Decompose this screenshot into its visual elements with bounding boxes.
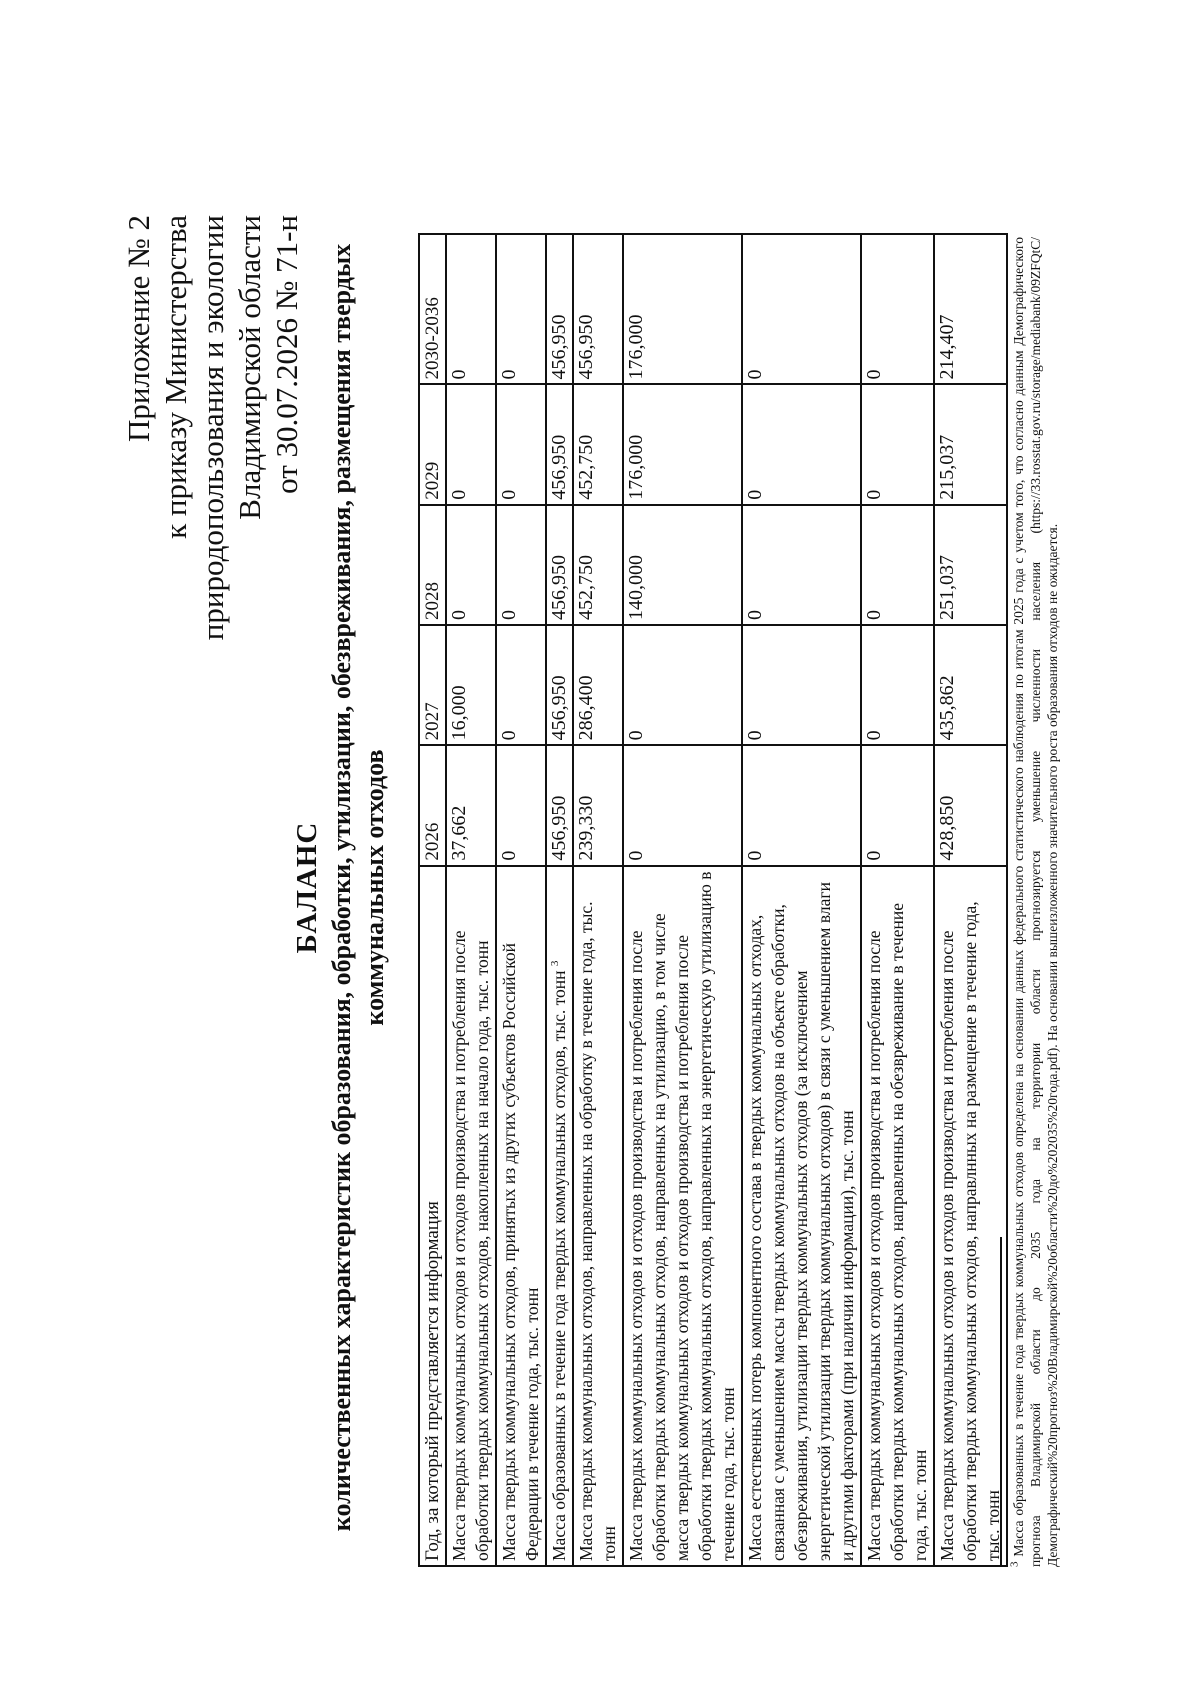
table-row [623, 234, 742, 1566]
document-title: БАЛАНС [291, 821, 323, 954]
header-year-cell: 2027 [419, 625, 446, 745]
row-value: 456,950 [573, 234, 623, 384]
header-year-cell: 2030-2036 [419, 234, 446, 384]
row-value: 0 [742, 234, 861, 384]
row-value: 435,862 [934, 625, 1007, 745]
row-value: 0 [742, 384, 861, 504]
appendix-line-1: Приложение № 2 [121, 215, 156, 442]
header-label-cell: Год, за который представляется информация [419, 866, 446, 1566]
footnote-divider [1000, 1237, 1002, 1567]
footnote [1010, 237, 1061, 1567]
balance-table [418, 233, 1008, 1567]
row-label: Масса твердых коммунальных отходов, принятых из других субъектов Российской Федерации в течение года, тыс. тонн [496, 866, 546, 1566]
row-value: 0 [861, 625, 934, 745]
row-value: 16,000 [446, 625, 496, 745]
appendix-line-5: от 30.07.2026 № 71-н [269, 215, 304, 494]
row-value: 0 [446, 384, 496, 504]
header-year-cell: 2028 [419, 505, 446, 625]
footnote-marker: 3 [1008, 1561, 1021, 1567]
row-label [546, 866, 573, 1566]
row-value: 0 [861, 384, 934, 504]
appendix-block [120, 215, 305, 640]
row-value: 0 [496, 745, 546, 865]
row-value: 286,400 [573, 625, 623, 745]
row-value: 456,950 [546, 625, 573, 745]
row-value: 0 [861, 505, 934, 625]
row-value: 0 [623, 625, 742, 745]
row-label: Масса естественных потерь компонентного состава в твердых коммунальных отходах, связанная с уменьшением массы твердых коммунальных отходов на объекте обработки, обезвреживания, утилизации твердых коммунальных отходов (за исключением энергетической утилизации твердых коммунальных отходов) в связи с уменьшением влаги и другими факторами (при наличии информации), тыс. тонн [742, 866, 861, 1566]
table-row [573, 234, 623, 1566]
row-value: 176,000 [623, 234, 742, 384]
row-value: 456,950 [546, 745, 573, 865]
row-value: 0 [446, 234, 496, 384]
row-value: 0 [496, 384, 546, 504]
footnote-text: Масса образованных в течение года твердых коммунальных отходов определена на основании данных федерального статистического наблюдения по итогам 2025 года с учетом того, что согласно данным Демографического прогноза Владимирской области до 2035 года на территории области прогнозируется уменьшение численности населения (https://33.rosstat.gov.ru/storage/mediabank/09ZFQtC/Демографический%20прогноз%20Владимирской%20области%20до%202035%20года.pdf). На основании вышеизложенного значительного роста образования отходов не ожидается. [1011, 237, 1060, 1567]
footnote-reference: 3 [549, 960, 562, 967]
row-value: 0 [742, 745, 861, 865]
table-row [934, 234, 1007, 1566]
table-row [742, 234, 861, 1566]
row-value: 0 [742, 505, 861, 625]
row-value: 456,950 [546, 505, 573, 625]
appendix-line-2: к приказу Министерства [158, 215, 193, 539]
row-value: 215,037 [934, 384, 1007, 504]
row-value: 456,950 [546, 384, 573, 504]
row-value: 176,000 [623, 384, 742, 504]
appendix-line-3: природопользования и экологии [195, 215, 230, 641]
table-row [861, 234, 934, 1566]
row-value: 452,750 [573, 505, 623, 625]
row-value: 0 [742, 625, 861, 745]
row-value: 251,037 [934, 505, 1007, 625]
row-label: Масса твердых коммунальных отходов и отходов производства и потребления после обработки твердых коммунальных отходов, накопленных на начало года, тыс. тонн [446, 866, 496, 1566]
table-row [446, 234, 496, 1566]
row-value: 428,850 [934, 745, 1007, 865]
document-heading [290, 200, 390, 1575]
row-label: Масса твердых коммунальных отходов, направленных на обработку в течение года, тыс. тонн [573, 866, 623, 1566]
header-year-cell: 2026 [419, 745, 446, 865]
appendix-line-4: Владимирской области [232, 215, 267, 520]
row-label: Масса твердых коммунальных отходов и отходов производства и потребления после обработки твердых коммунальных отходов, направленных на утилизацию, в том числе масса твердых коммунальных отходов и отходов производства и потребления после обработки твердых коммунальных отходов, направленных на энергетическую утилизацию в течение года, тыс. тонн [623, 866, 742, 1566]
row-label-text: Масса образованных в течение года твердых коммунальных отходов, тыс. тонн [549, 970, 569, 1561]
row-value: 0 [861, 234, 934, 384]
row-label: Масса твердых коммунальных отходов и отходов производства и потребления после обработки твердых коммунальных отходов, направленных на обезвреживание в течение года, тыс. тонн [861, 866, 934, 1566]
row-value: 0 [496, 505, 546, 625]
row-value: 37,662 [446, 745, 496, 865]
table-header-row [419, 234, 446, 1566]
row-value: 456,950 [546, 234, 573, 384]
document-subtitle-line-2: коммунальных отходов [360, 749, 389, 1026]
row-value: 0 [496, 234, 546, 384]
row-value: 0 [446, 505, 496, 625]
row-value: 0 [623, 745, 742, 865]
row-label: Масса твердых коммунальных отходов и отходов производства и потребления после обработки твердых коммунальных отходов, направлнных на размещение в течение года, тыс. тонн [934, 866, 1007, 1566]
table-row [496, 234, 546, 1566]
table-row [546, 234, 573, 1566]
row-value: 239,330 [573, 745, 623, 865]
row-value: 452,750 [573, 384, 623, 504]
document-subtitle-line-1: количественных характеристик образования, обработки, утилизации, обезвреживания, размещения твердых [327, 243, 356, 1532]
row-value: 0 [496, 625, 546, 745]
row-value: 140,000 [623, 505, 742, 625]
row-value: 0 [861, 745, 934, 865]
row-value: 214,407 [934, 234, 1007, 384]
header-year-cell: 2029 [419, 384, 446, 504]
